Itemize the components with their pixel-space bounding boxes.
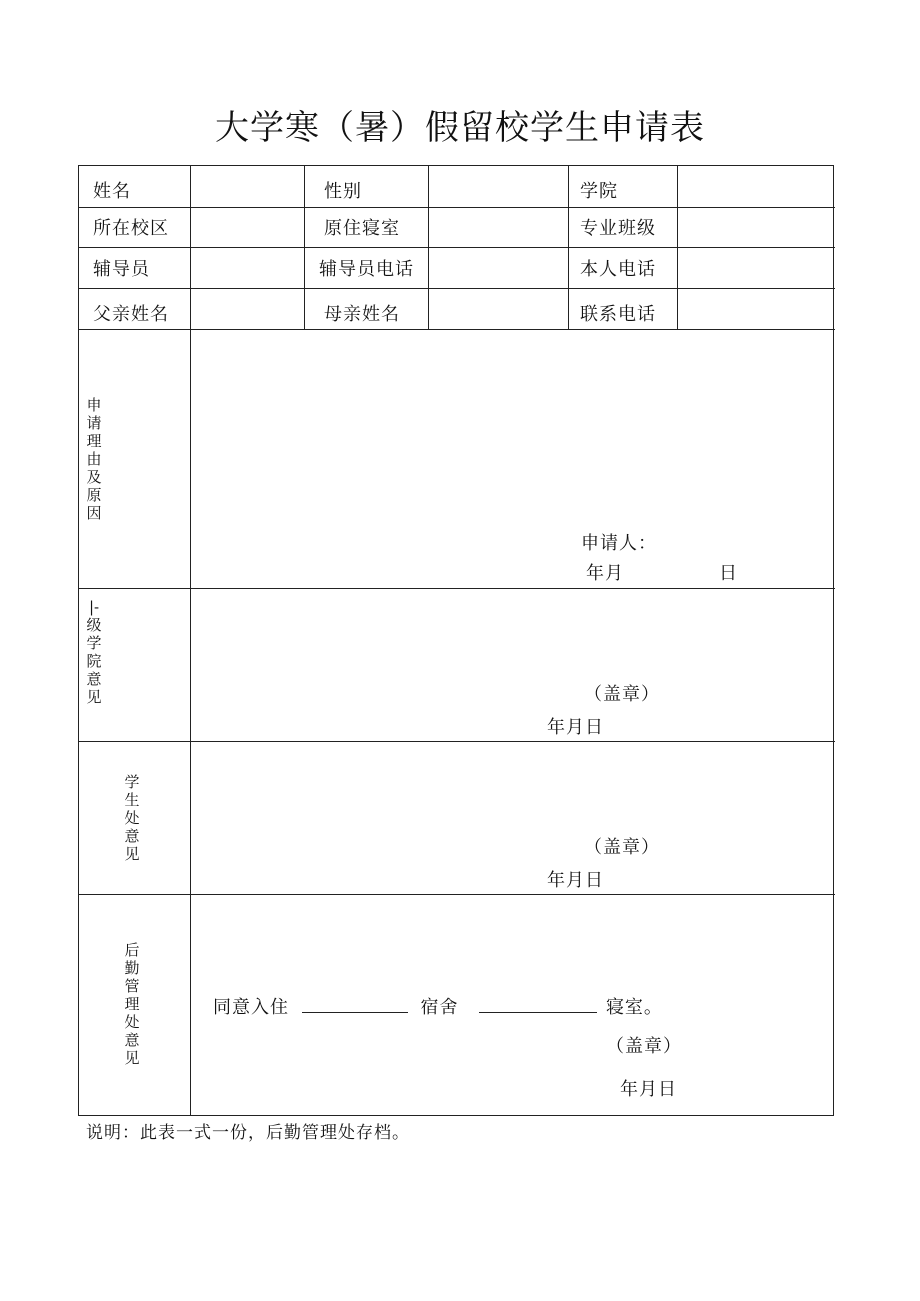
major-class-label: 专业班级: [580, 218, 656, 239]
gender-label: 性别: [324, 181, 362, 202]
counselor-label: 辅导员: [93, 259, 150, 280]
logistics-date: 年月日: [620, 1079, 677, 1100]
col-divider: [677, 166, 678, 329]
row-divider: [79, 247, 835, 248]
college-stamp: （盖章）: [584, 684, 660, 705]
reason-label: 申请理由及原因: [86, 396, 102, 522]
college-label: 学院: [580, 181, 618, 202]
original-dorm-label: 原住寝室: [324, 218, 400, 239]
application-form-table: [78, 165, 834, 1116]
student-office-date: 年月日: [547, 870, 604, 891]
logistics-stamp: （盖章）: [606, 1036, 682, 1057]
row-divider: [79, 329, 835, 330]
row-divider: [79, 288, 835, 289]
name-label: 姓名: [93, 181, 131, 202]
college-date: 年月日: [547, 717, 604, 738]
counselor-phone-label: 辅导员电话: [319, 259, 414, 280]
row-divider: [79, 894, 835, 895]
mother-name-label: 母亲姓名: [324, 304, 400, 325]
contact-phone-label: 联系电话: [580, 304, 656, 325]
row-divider: [79, 207, 835, 208]
reason-date-d: 日: [719, 563, 738, 584]
col-divider: [568, 166, 569, 329]
room-label: 寝室。: [605, 997, 663, 1018]
col-divider: [428, 166, 429, 329]
row-divider: [79, 741, 835, 742]
col-divider: [304, 166, 305, 329]
form-note: 说明：此表一式一份，后勤管理处存档。: [86, 1123, 410, 1143]
agree-stay-text: [213, 994, 663, 1020]
page-title: 大学寒（暑）假留校学生申请表: [215, 108, 705, 148]
agree-label: 同意入住: [213, 997, 289, 1018]
col-divider: [190, 166, 191, 1116]
reason-date-ym: 年月: [586, 563, 624, 584]
student-office-stamp: （盖章）: [584, 837, 660, 858]
logistics-opinion-label: 后勤管理处意见: [124, 941, 140, 1067]
father-name-label: 父亲姓名: [93, 304, 169, 325]
row-divider: [79, 588, 835, 589]
college-opinion-label: |-级学院意见: [86, 598, 102, 706]
dorm-building-blank[interactable]: [302, 994, 408, 1013]
own-phone-label: 本人电话: [580, 259, 656, 280]
campus-label: 所在校区: [93, 218, 169, 239]
room-number-blank[interactable]: [479, 994, 597, 1013]
applicant-label: 申请人：: [581, 533, 657, 554]
student-office-opinion-label: 学生处意见: [124, 773, 140, 863]
dorm-label: 宿舍: [420, 997, 459, 1018]
